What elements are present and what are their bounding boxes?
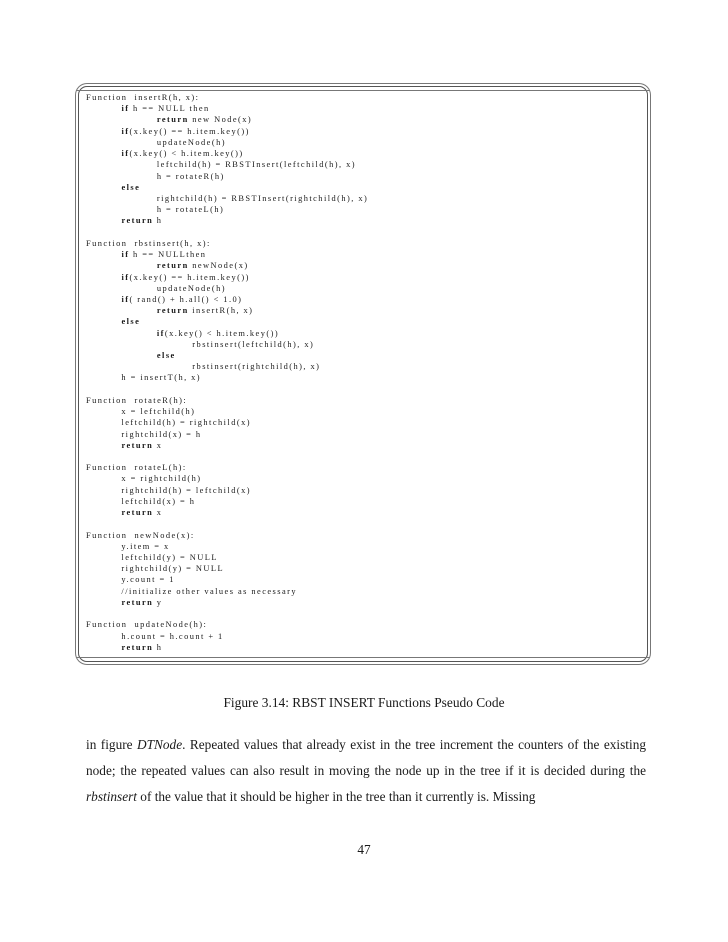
- code-line: [86, 642, 642, 653]
- code-text: [86, 183, 121, 192]
- code-text: [86, 508, 121, 517]
- code-text: h == NULL then: [129, 104, 210, 114]
- code-text: y: [153, 597, 163, 607]
- code-text: new Node(x): [188, 115, 253, 125]
- code-line: [86, 507, 642, 518]
- code-text: x = leftchild(h): [86, 407, 196, 417]
- code-line: [86, 473, 642, 484]
- code-text: updateNode(h): [86, 283, 226, 293]
- code-text: [86, 115, 157, 124]
- code-line: [86, 586, 642, 597]
- code-text: h.count = h.count + 1: [86, 631, 224, 641]
- code-text: x: [153, 440, 163, 450]
- code-text: h = rotateL(h): [86, 205, 225, 215]
- code-line: [86, 552, 642, 563]
- code-blank-line: [86, 518, 642, 529]
- code-text: rightchild(x) = h: [86, 429, 202, 439]
- code-line: [86, 417, 642, 428]
- code-keyword: return: [121, 216, 154, 226]
- paragraph-text-3: of the value that it should be higher in the tree than it currently is. Missing: [136, 789, 536, 804]
- code-line: [86, 171, 642, 182]
- code-line: [86, 429, 642, 440]
- code-text: [86, 441, 121, 450]
- code-text: h: [153, 216, 163, 226]
- figure-caption: Figure 3.14: RBST INSERT Functions Pseudo Code: [223, 695, 505, 710]
- code-keyword: else: [121, 182, 141, 192]
- code-line: [86, 440, 642, 451]
- code-text: ( rand() + h.all() < 1.0): [129, 294, 243, 304]
- code-text: updateNode(h): [86, 137, 226, 147]
- code-line: [86, 406, 642, 417]
- code-line: [86, 328, 642, 339]
- code-text: rightchild(h) = RBSTInsert(rightchild(h), x): [86, 193, 369, 203]
- code-text: leftchild(h) = rightchild(x): [86, 418, 251, 428]
- code-text: Function rotateR(h):: [86, 395, 188, 405]
- code-text: Function insertR(h, x):: [86, 93, 200, 102]
- code-line: [86, 215, 642, 226]
- code-text: [86, 643, 121, 652]
- code-text: Function rbstinsert(h, x):: [86, 238, 211, 248]
- code-text: h == NULLthen: [129, 250, 207, 260]
- code-text: [86, 295, 121, 304]
- code-text: leftchild(h) = RBSTInsert(leftchild(h), x): [86, 160, 356, 170]
- code-line: [86, 126, 642, 137]
- code-text: insertR(h, x): [188, 306, 254, 316]
- code-text: [86, 104, 121, 113]
- code-text: Function newNode(x):: [86, 530, 195, 540]
- code-line: [86, 530, 642, 541]
- code-line: [86, 316, 642, 327]
- paragraph-term-dtnode: DTNode: [137, 737, 183, 752]
- code-line: [86, 182, 642, 193]
- code-text: Function rotateL(h):: [86, 463, 187, 473]
- code-text: rbstinsert(leftchild(h), x): [86, 339, 315, 349]
- code-line: [86, 339, 642, 350]
- code-text: (x.key() < h.item.key()): [129, 149, 244, 159]
- code-keyword: return: [156, 261, 189, 271]
- code-text: [86, 329, 157, 338]
- code-keyword: return: [156, 115, 189, 125]
- code-text: h = rotateR(h): [86, 171, 225, 181]
- code-line: [86, 238, 642, 249]
- code-text: rightchild(y) = NULL: [86, 564, 225, 574]
- page-number: 47: [357, 842, 371, 857]
- code-text: [86, 127, 121, 136]
- code-line: [86, 148, 642, 159]
- code-text: h = insertT(h, x): [86, 373, 202, 383]
- code-text: (x.key() < h.item.key()): [164, 328, 280, 338]
- code-keyword: else: [156, 351, 176, 361]
- paragraph-text-2: . Repeated values that already exist in the tree increment the counters of the existing node; the repeated values can also result in moving the node up in the tree if it is decided during the: [86, 737, 646, 778]
- code-blank-line: [86, 451, 642, 462]
- code-blank-line: [86, 384, 642, 395]
- code-blank-line: [86, 227, 642, 238]
- code-text: y.item = x: [86, 541, 170, 551]
- code-text: y.count = 1: [86, 575, 175, 585]
- code-keyword: else: [121, 317, 141, 327]
- code-text: leftchild(x) = h: [86, 496, 196, 506]
- code-keyword: if: [121, 104, 130, 114]
- code-line: [86, 496, 642, 507]
- code-line: [86, 361, 642, 372]
- code-text: [86, 250, 121, 259]
- code-keyword: return: [121, 642, 154, 652]
- code-line: [86, 103, 642, 114]
- code-line: [86, 204, 642, 215]
- pseudo-code-listing: [86, 92, 642, 653]
- code-line: [86, 372, 642, 383]
- paragraph-text-1: in figure: [86, 737, 138, 752]
- code-text: newNode(x): [188, 261, 249, 271]
- code-line: [86, 462, 642, 473]
- code-text: [86, 598, 121, 607]
- code-keyword: if: [121, 294, 130, 304]
- code-keyword: return: [121, 440, 154, 450]
- code-text: [86, 273, 121, 282]
- code-text: (x.key() == h.item.key()): [129, 272, 250, 282]
- code-keyword: return: [121, 508, 154, 518]
- code-line: [86, 395, 642, 406]
- body-paragraph: [86, 732, 646, 810]
- code-line: [86, 563, 642, 574]
- code-blank-line: [86, 608, 642, 619]
- code-text: [86, 306, 157, 315]
- code-keyword: if: [156, 328, 165, 338]
- code-keyword: if: [121, 272, 130, 282]
- code-keyword: if: [121, 149, 130, 159]
- code-line: [86, 193, 642, 204]
- code-text: [86, 351, 157, 360]
- code-text: x = rightchild(h): [86, 474, 202, 484]
- code-text: rbstinsert(rightchild(h), x): [86, 362, 321, 372]
- code-text: leftchild(y) = NULL: [86, 552, 218, 562]
- code-line: [86, 92, 642, 103]
- code-text: [86, 216, 121, 225]
- paragraph-term-rbstinsert: rbstinsert: [86, 789, 137, 804]
- code-text: h: [153, 642, 163, 652]
- code-line: [86, 541, 642, 552]
- code-keyword: return: [156, 306, 189, 316]
- code-text: //initialize other values as necessary: [86, 586, 297, 596]
- code-line: [86, 137, 642, 148]
- code-line: [86, 631, 642, 642]
- code-text: [86, 261, 157, 270]
- code-line: [86, 260, 642, 271]
- code-line: [86, 350, 642, 361]
- code-line: [86, 574, 642, 585]
- code-line: [86, 294, 642, 305]
- code-line: [86, 485, 642, 496]
- code-line: [86, 597, 642, 608]
- code-line: [86, 159, 642, 170]
- code-keyword: if: [121, 250, 130, 260]
- code-line: [86, 283, 642, 294]
- code-text: rightchild(h) = leftchild(x): [86, 485, 251, 495]
- code-line: [86, 249, 642, 260]
- code-text: (x.key() == h.item.key()): [129, 126, 250, 136]
- code-line: [86, 272, 642, 283]
- code-text: [86, 317, 121, 326]
- code-line: [86, 305, 642, 316]
- code-keyword: return: [121, 597, 154, 607]
- code-text: [86, 149, 121, 158]
- code-keyword: if: [121, 126, 130, 136]
- code-text: x: [153, 508, 163, 518]
- code-line: [86, 619, 642, 630]
- code-line: [86, 114, 642, 125]
- code-text: Function updateNode(h):: [86, 620, 208, 630]
